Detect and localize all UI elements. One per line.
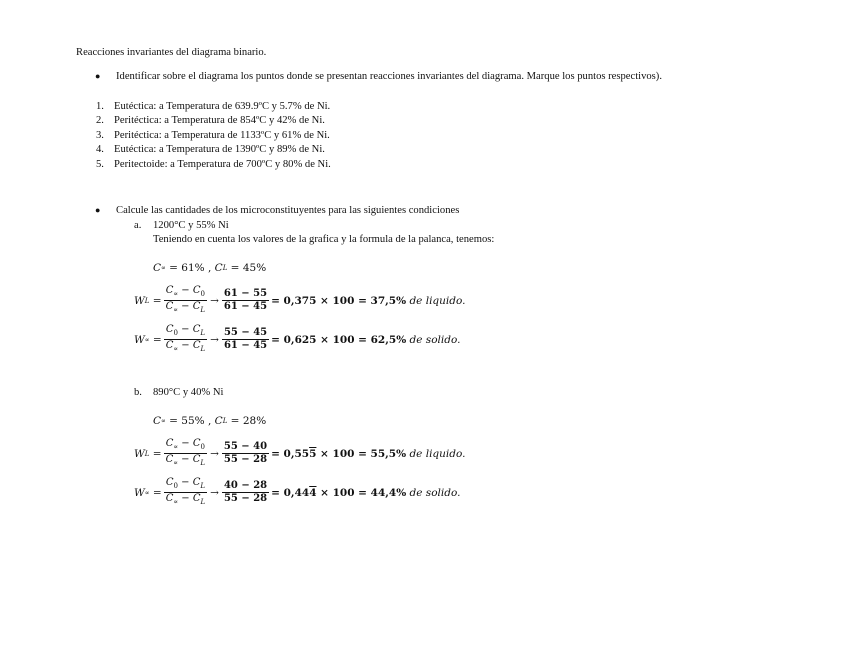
- case-a-wl-equation: W L = $\frac{C_\propto - C_0}{C_\propto - C_L}$ → $\frac{61 - 55}{61 - 45}$ = 0,375 × 100 = 37,5% de liquido.: [134, 285, 466, 314]
- list-item-number: 2.: [96, 115, 104, 126]
- case-b-concentrations: C ∝ = 55% , C L = 28%: [153, 415, 267, 427]
- case-a-condition: 1200°C y 55% Ni: [153, 220, 229, 231]
- bullet-marker: ●: [95, 205, 101, 215]
- bullet-calculate: Calcule las cantidades de los microconstituyentes para las siguientes condiciones: [116, 205, 460, 216]
- case-b-condition: 890°C y 40% Ni: [153, 387, 224, 398]
- list-item: Peritéctica: a Temperatura de 854ºC y 42% de Ni.: [114, 115, 325, 126]
- case-b-walpha-equation: W ∝ = $\frac{C_0 - C_L}{C_\propto - C_L}$ → $\frac{40 - 28}{55 - 28}$ = 0,444 × 100 = 44,4% de solido.: [134, 477, 461, 506]
- case-a-label: a.: [134, 220, 142, 231]
- case-a-walpha-equation: W ∝ = $\frac{C_0 - C_L}{C_\propto - C_L}$ → $\frac{55 - 45}{61 - 45}$ = 0,625 × 100 = 62,5% de solido.: [134, 324, 461, 353]
- list-item: Eutéctica: a Temperatura de 1390ºC y 89% de Ni.: [114, 144, 325, 155]
- heading: Reacciones invariantes del diagrama binario.: [76, 47, 267, 58]
- case-b-wl-equation: W L = $\frac{C_\propto - C_0}{C_\propto - C_L}$ → $\frac{55 - 40}{55 - 28}$ = 0,555 × 100 = 55,5% de liquido.: [134, 438, 466, 467]
- case-a-concentrations: C ∝ = 61% , C L = 45%: [153, 262, 267, 274]
- list-item-number: 3.: [96, 130, 104, 141]
- bullet-identify: Identificar sobre el diagrama los puntos donde se presentan reacciones invariantes del diagrama. Marque los puntos respectivos).: [116, 71, 662, 82]
- case-a-intro: Teniendo en cuenta los valores de la grafica y la formula de la palanca, tenemos:: [153, 234, 495, 245]
- case-b-label: b.: [134, 387, 142, 398]
- list-item: Eutéctica: a Temperatura de 639.9ºC y 5.7% de Ni.: [114, 101, 331, 112]
- list-item-number: 1.: [96, 101, 104, 112]
- list-item-number: 5.: [96, 159, 104, 170]
- list-item: Peritectoide: a Temperatura de 700ºC y 80% de Ni.: [114, 159, 331, 170]
- list-item: Peritéctica: a Temperatura de 1133ºC y 61% de Ni.: [114, 130, 330, 141]
- list-item-number: 4.: [96, 144, 104, 155]
- bullet-marker: ●: [95, 71, 101, 81]
